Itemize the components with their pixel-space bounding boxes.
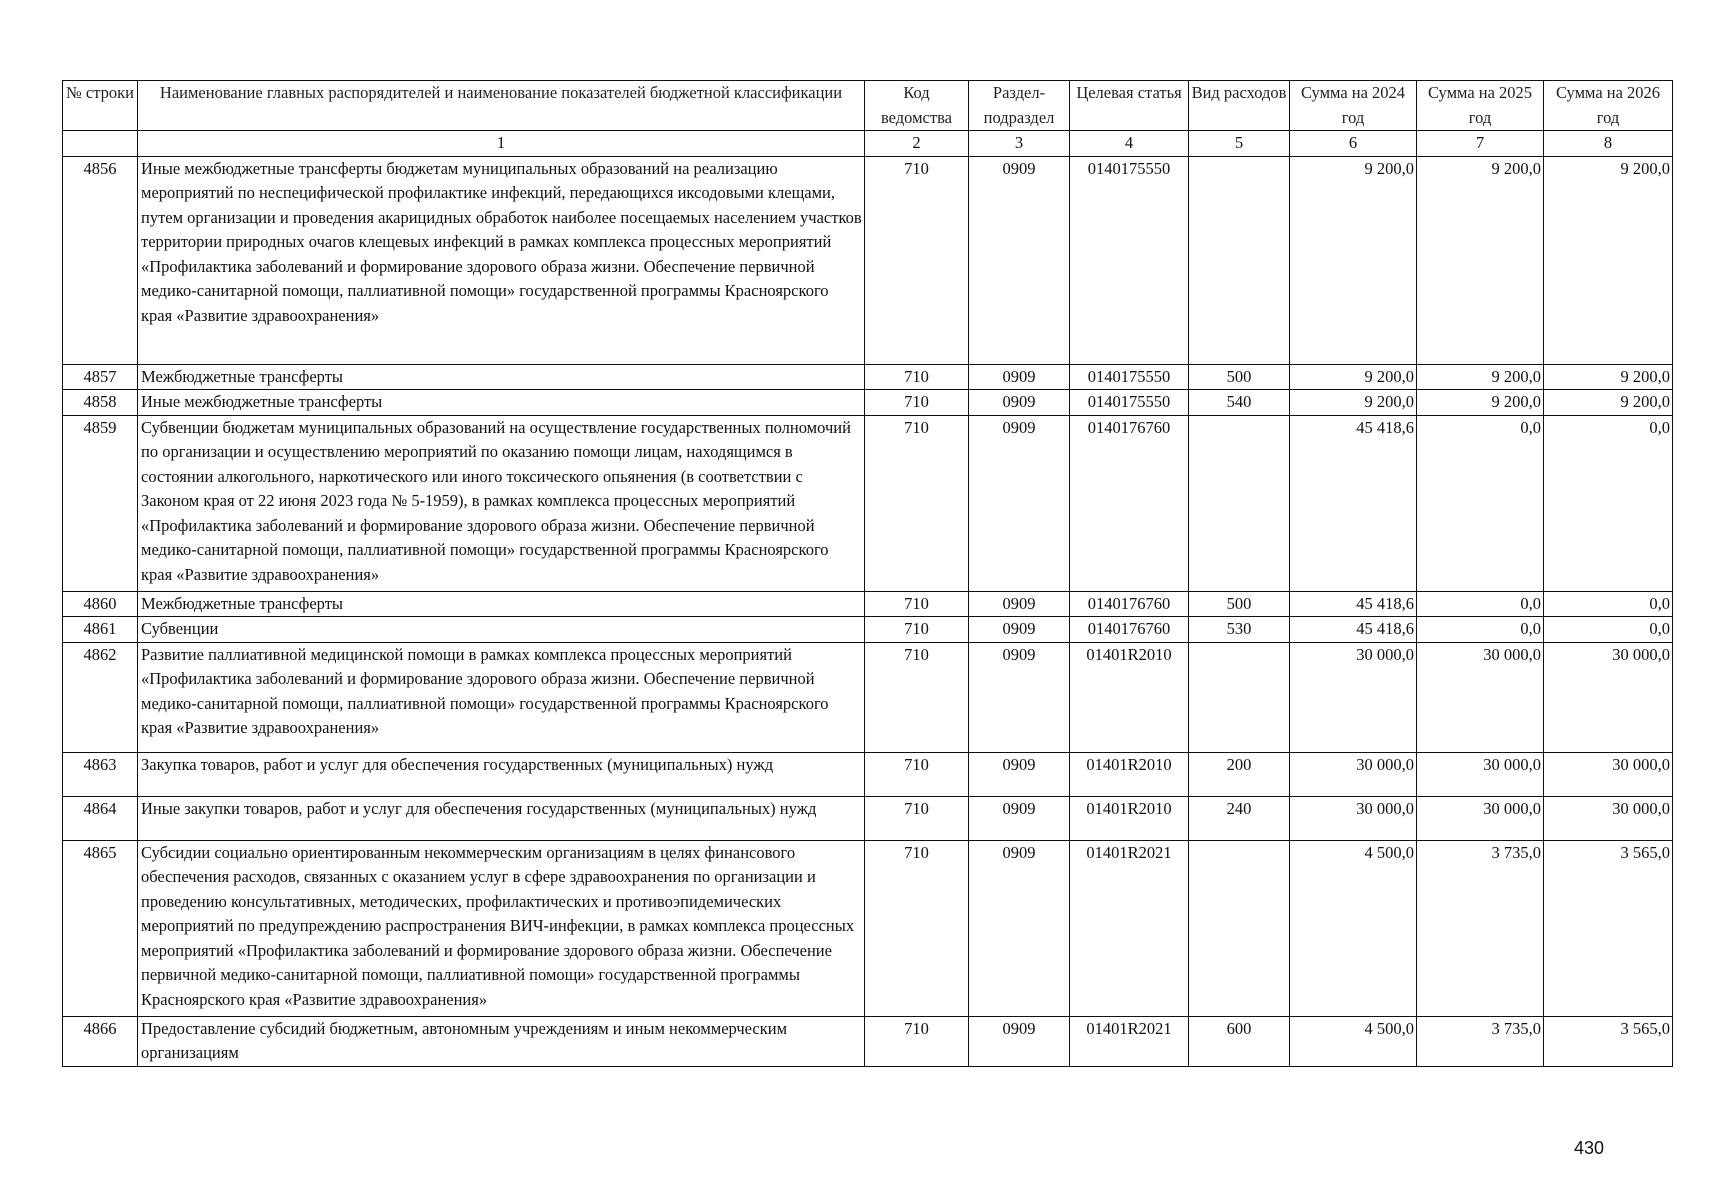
target-code: 0140175550 <box>1070 364 1189 390</box>
table-row <box>63 390 1673 416</box>
sum-2025: 9 200,0 <box>1417 364 1544 390</box>
expense-type <box>1189 415 1290 591</box>
sum-2026: 0,0 <box>1544 415 1673 591</box>
sum-2024: 9 200,0 <box>1290 156 1417 364</box>
row-name: Субвенции бюджетам муниципальных образований на осуществление государственных полномочий по организации и осуществлению мероприятий по оказанию помощи лицам, находящимся в состоянии алкогольного, наркотического или иного токсического опьянения (в соответствии с Законом края от 22 июня 2023 года № 5-1959), в рамках комплекса процессных мероприятий «Профилактика заболеваний и формирование здорового образа жизни. Обеспечение первичной медико-санитарной помощи, паллиативной помощи» государственной программы Красноярского края «Развитие здравоохранения» <box>138 415 865 591</box>
sum-2025: 30 000,0 <box>1417 796 1544 840</box>
header-sum-2025: Сумма на 2025 год <box>1417 81 1544 131</box>
row-number: 4857 <box>63 364 138 390</box>
sum-2024: 30 000,0 <box>1290 752 1417 796</box>
sum-2024: 4 500,0 <box>1290 840 1417 1016</box>
row-number: 4860 <box>63 591 138 617</box>
sum-2024: 45 418,6 <box>1290 415 1417 591</box>
table-row <box>63 752 1673 796</box>
row-number: 4862 <box>63 642 138 752</box>
target-code: 0140175550 <box>1070 156 1189 364</box>
sum-2025: 3 735,0 <box>1417 1016 1544 1066</box>
expense-type: 530 <box>1189 617 1290 643</box>
target-code: 0140176760 <box>1070 591 1189 617</box>
column-number <box>63 131 138 157</box>
sum-2025: 3 735,0 <box>1417 840 1544 1016</box>
table-row <box>63 1016 1673 1066</box>
expense-type: 540 <box>1189 390 1290 416</box>
table-row <box>63 617 1673 643</box>
dept-code: 710 <box>865 617 969 643</box>
section-code: 0909 <box>969 415 1070 591</box>
header-expense-type: Вид расходов <box>1189 81 1290 131</box>
row-number: 4864 <box>63 796 138 840</box>
expense-type: 500 <box>1189 364 1290 390</box>
header-row-no: № строки <box>63 81 138 131</box>
row-number: 4861 <box>63 617 138 643</box>
sum-2024: 45 418,6 <box>1290 591 1417 617</box>
sum-2026: 9 200,0 <box>1544 156 1673 364</box>
row-number: 4863 <box>63 752 138 796</box>
target-code: 01401R2021 <box>1070 840 1189 1016</box>
sum-2025: 30 000,0 <box>1417 752 1544 796</box>
target-code: 01401R2010 <box>1070 642 1189 752</box>
sum-2026: 3 565,0 <box>1544 1016 1673 1066</box>
column-number-row <box>63 131 1673 157</box>
target-code: 01401R2010 <box>1070 752 1189 796</box>
section-code: 0909 <box>969 642 1070 752</box>
row-name: Межбюджетные трансферты <box>138 364 865 390</box>
section-code: 0909 <box>969 840 1070 1016</box>
row-name: Субвенции <box>138 617 865 643</box>
table-body <box>63 81 1673 1067</box>
table-row <box>63 796 1673 840</box>
dept-code: 710 <box>865 642 969 752</box>
dept-code: 710 <box>865 840 969 1016</box>
table-row <box>63 642 1673 752</box>
row-number: 4865 <box>63 840 138 1016</box>
header-section: Раздел-подраздел <box>969 81 1070 131</box>
target-code: 01401R2021 <box>1070 1016 1189 1066</box>
sum-2025: 0,0 <box>1417 617 1544 643</box>
column-number: 3 <box>969 131 1070 157</box>
sum-2025: 0,0 <box>1417 591 1544 617</box>
dept-code: 710 <box>865 1016 969 1066</box>
sum-2025: 9 200,0 <box>1417 156 1544 364</box>
column-number: 4 <box>1070 131 1189 157</box>
section-code: 0909 <box>969 591 1070 617</box>
row-number: 4859 <box>63 415 138 591</box>
row-name: Развитие паллиативной медицинской помощи в рамках комплекса процессных мероприятий «Профилактика заболеваний и формирование здорового образа жизни. Обеспечение первичной медико-санитарной помощи, паллиативной помощи» государственной программы Красноярского края «Развитие здравоохранения» <box>138 642 865 752</box>
column-number: 5 <box>1189 131 1290 157</box>
expense-type: 600 <box>1189 1016 1290 1066</box>
table-row <box>63 840 1673 1016</box>
section-code: 0909 <box>969 1016 1070 1066</box>
dept-code: 710 <box>865 364 969 390</box>
column-number: 8 <box>1544 131 1673 157</box>
target-code: 0140176760 <box>1070 617 1189 643</box>
sum-2025: 9 200,0 <box>1417 390 1544 416</box>
header-row <box>63 81 1673 131</box>
sum-2026: 30 000,0 <box>1544 752 1673 796</box>
target-code: 0140176760 <box>1070 415 1189 591</box>
header-sum-2026: Сумма на 2026 год <box>1544 81 1673 131</box>
sum-2026: 9 200,0 <box>1544 390 1673 416</box>
sum-2024: 4 500,0 <box>1290 1016 1417 1066</box>
dept-code: 710 <box>865 415 969 591</box>
header-sum-2024: Сумма на 2024 год <box>1290 81 1417 131</box>
section-code: 0909 <box>969 156 1070 364</box>
section-code: 0909 <box>969 390 1070 416</box>
sum-2024: 30 000,0 <box>1290 642 1417 752</box>
section-code: 0909 <box>969 752 1070 796</box>
table-row <box>63 364 1673 390</box>
row-number: 4858 <box>63 390 138 416</box>
sum-2024: 9 200,0 <box>1290 364 1417 390</box>
table-row <box>63 156 1673 364</box>
sum-2026: 0,0 <box>1544 591 1673 617</box>
sum-2025: 0,0 <box>1417 415 1544 591</box>
expense-type: 240 <box>1189 796 1290 840</box>
sum-2026: 30 000,0 <box>1544 796 1673 840</box>
row-name: Субсидии социально ориентированным некоммерческим организациям в целях финансового обеспечения расходов, связанных с оказанием услуг в сфере здравоохранения по организации и проведению консультативных, методических, профилактических и противоэпидемических мероприятий по предупреждению распространения ВИЧ-инфекции, в рамках комплекса процессных мероприятий «Профилактика заболеваний и формирование здорового образа жизни. Обеспечение первичной медико-санитарной помощи, паллиативной помощи» государственной программы Красноярского края «Развитие здравоохранения» <box>138 840 865 1016</box>
header-name: Наименование главных распорядителей и наименование показателей бюджетной классификации <box>138 81 865 131</box>
row-name: Иные межбюджетные трансферты <box>138 390 865 416</box>
sum-2026: 3 565,0 <box>1544 840 1673 1016</box>
sum-2024: 9 200,0 <box>1290 390 1417 416</box>
dept-code: 710 <box>865 390 969 416</box>
expense-type <box>1189 642 1290 752</box>
page-number: 430 <box>1574 1138 1605 1158</box>
row-number: 4866 <box>63 1016 138 1066</box>
header-target: Целевая статья <box>1070 81 1189 131</box>
row-name: Иные межбюджетные трансферты бюджетам муниципальных образований на реализацию мероприятий по неспецифической профилактике инфекций, передающихся иксодовыми клещами, путем организации и проведения акарицидных обработок наиболее посещаемых населением участков территории природных очагов клещевых инфекций в рамках комплекса процессных мероприятий «Профилактика заболеваний и формирование здорового образа жизни. Обеспечение первичной медико-санитарной помощи, паллиативной помощи» государственной программы Красноярского края «Развитие здравоохранения» <box>138 156 865 364</box>
table-row <box>63 591 1673 617</box>
sum-2026: 30 000,0 <box>1544 642 1673 752</box>
expense-type <box>1189 840 1290 1016</box>
row-name: Закупка товаров, работ и услуг для обеспечения государственных (муниципальных) нужд <box>138 752 865 796</box>
dept-code: 710 <box>865 591 969 617</box>
row-number: 4856 <box>63 156 138 364</box>
budget-table <box>62 80 1673 1067</box>
dept-code: 710 <box>865 156 969 364</box>
dept-code: 710 <box>865 796 969 840</box>
column-number: 7 <box>1417 131 1544 157</box>
section-code: 0909 <box>969 617 1070 643</box>
sum-2025: 30 000,0 <box>1417 642 1544 752</box>
expense-type: 200 <box>1189 752 1290 796</box>
column-number: 6 <box>1290 131 1417 157</box>
column-number: 1 <box>138 131 865 157</box>
row-name: Межбюджетные трансферты <box>138 591 865 617</box>
section-code: 0909 <box>969 796 1070 840</box>
sum-2024: 45 418,6 <box>1290 617 1417 643</box>
column-number: 2 <box>865 131 969 157</box>
target-code: 01401R2010 <box>1070 796 1189 840</box>
expense-type: 500 <box>1189 591 1290 617</box>
row-name: Иные закупки товаров, работ и услуг для обеспечения государственных (муниципальных) нужд <box>138 796 865 840</box>
sum-2024: 30 000,0 <box>1290 796 1417 840</box>
sum-2026: 0,0 <box>1544 617 1673 643</box>
header-dept-code: Код ведомства <box>865 81 969 131</box>
table-row <box>63 415 1673 591</box>
section-code: 0909 <box>969 364 1070 390</box>
target-code: 0140175550 <box>1070 390 1189 416</box>
expense-type <box>1189 156 1290 364</box>
row-name: Предоставление субсидий бюджетным, автономным учреждениям и иным некоммерческим организациям <box>138 1016 865 1066</box>
sum-2026: 9 200,0 <box>1544 364 1673 390</box>
dept-code: 710 <box>865 752 969 796</box>
